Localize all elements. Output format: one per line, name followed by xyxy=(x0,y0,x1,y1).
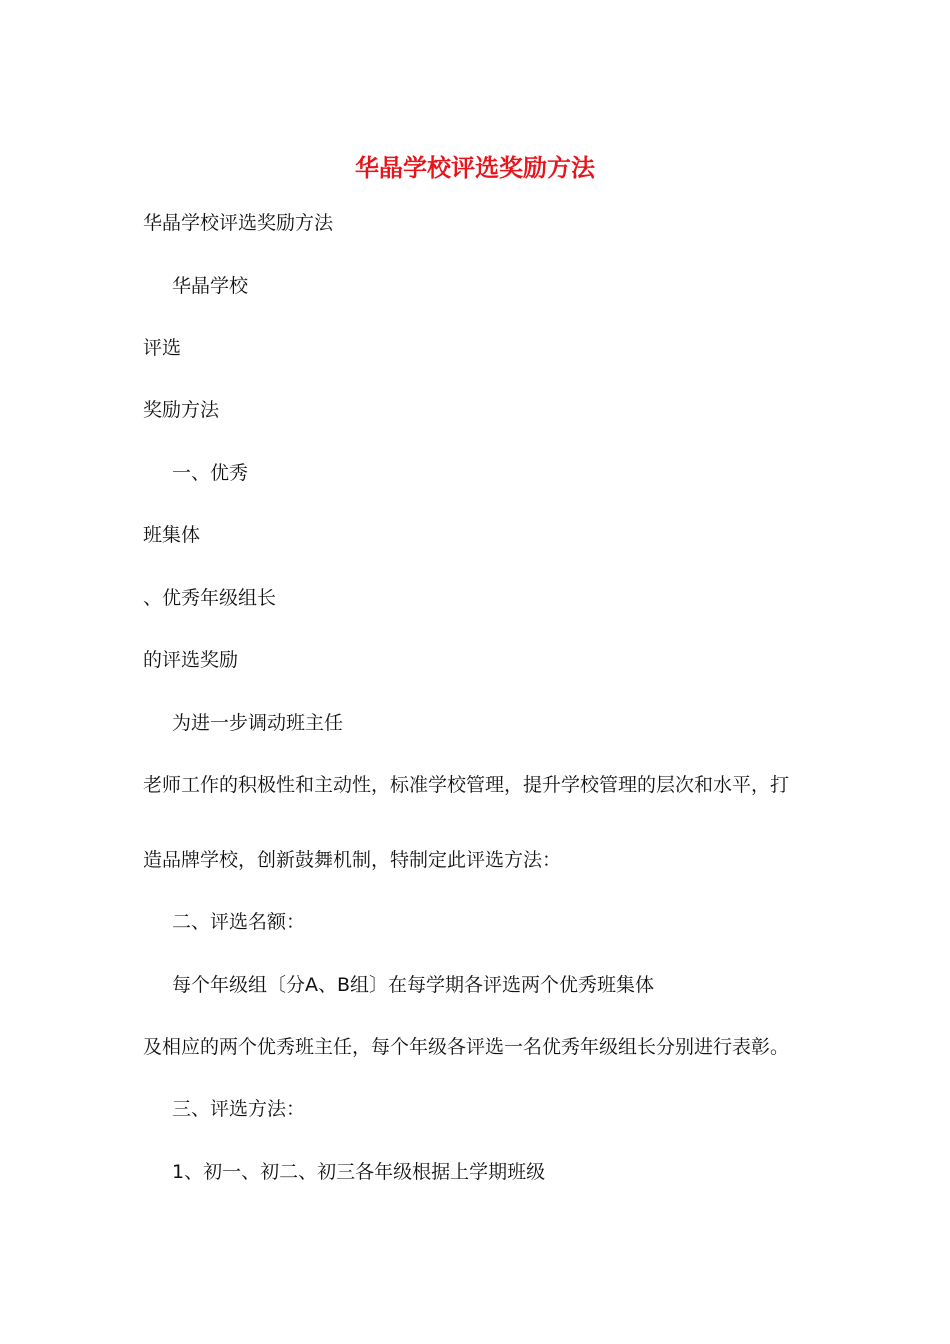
paragraph: 及相应的两个优秀班主任，每个年级各评选一名优秀年级组长分别进行表彰。 xyxy=(143,1036,790,1058)
section-heading-2: 二、评选名额： xyxy=(172,911,306,933)
paragraph: 为进一步调动班主任 xyxy=(172,712,344,734)
paragraph: 每个年级组〔分A、B组〕在每学期各评选两个优秀班集体 xyxy=(172,974,655,996)
paragraph: 班集体 xyxy=(143,524,201,546)
paragraph: 奖励方法 xyxy=(143,399,220,421)
paragraph: 的评选奖励 xyxy=(143,649,239,671)
paragraph: 1、初一、初二、初三各年级根据上学期班级 xyxy=(172,1161,546,1183)
document-title: 华晶学校评选奖励方法 xyxy=(355,154,595,182)
paragraph: 华晶学校 xyxy=(172,275,249,297)
paragraph: 、优秀年级组长 xyxy=(143,587,277,609)
section-heading-3: 三、评选方法： xyxy=(172,1098,306,1120)
paragraph: 评选 xyxy=(143,337,182,359)
paragraph: 老师工作的积极性和主动性，标准学校管理，提升学校管理的层次和水平，打 xyxy=(143,774,790,796)
section-heading-1: 一、优秀 xyxy=(172,462,249,484)
paragraph: 造品牌学校，创新鼓舞机制，特制定此评选方法： xyxy=(143,849,562,871)
paragraph-heading: 华晶学校评选奖励方法 xyxy=(143,212,334,234)
